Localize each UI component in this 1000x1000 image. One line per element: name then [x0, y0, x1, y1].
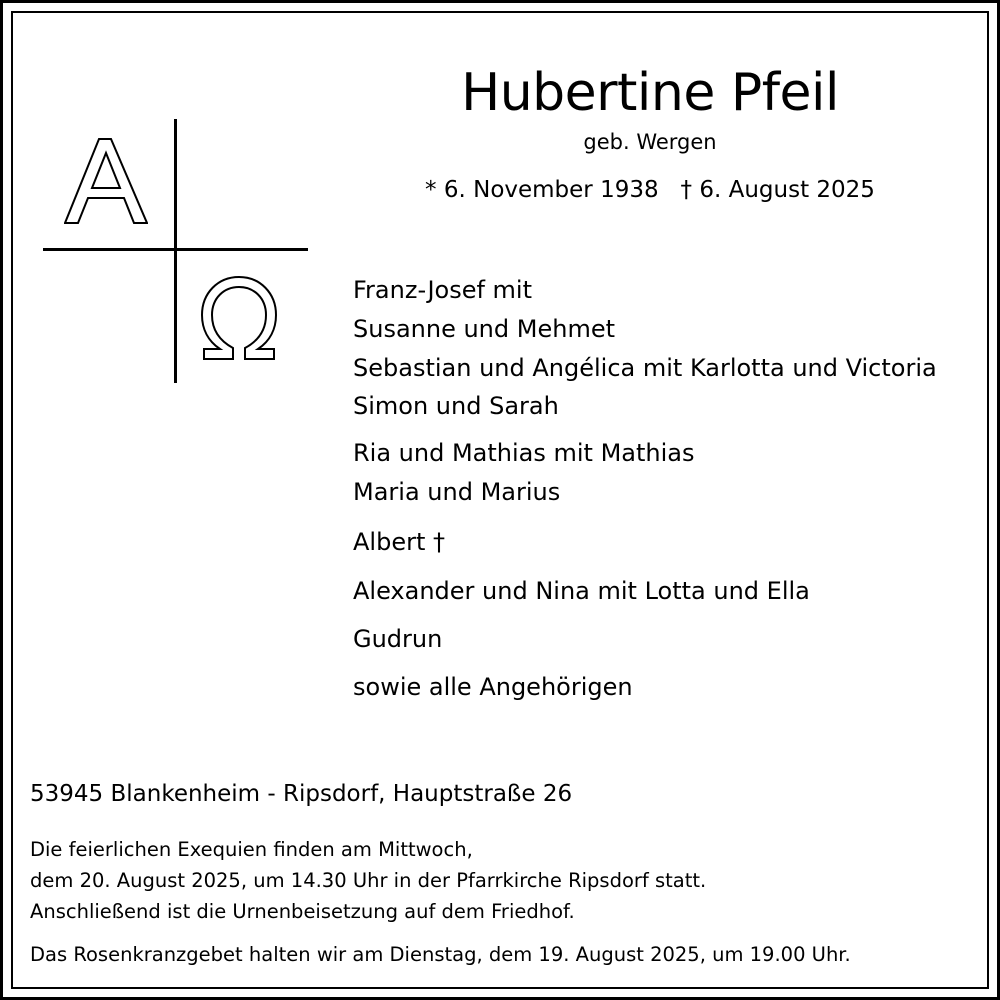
deceased-name: Hubertine Pfeil: [461, 63, 839, 123]
mourner-line: sowie alle Angehörigen: [353, 673, 633, 701]
service-line: Anschließend ist die Urnenbeisetzung auf dem Friedhof.: [30, 900, 575, 923]
mourner-line: Simon und Sarah: [353, 392, 559, 420]
omega-icon: [200, 275, 278, 361]
address: 53945 Blankenheim - Ripsdorf, Hauptstraße 26: [30, 781, 573, 807]
mourner-line: Alexander und Nina mit Lotta und Ella: [353, 577, 810, 605]
alpha-icon: [64, 138, 148, 224]
mourner-line: Gudrun: [353, 625, 443, 653]
mourner-line: Maria und Marius: [353, 478, 561, 506]
mourner-line: Susanne und Mehmet: [353, 315, 615, 343]
mourner-line: Sebastian und Angélica mit Karlotta und Victoria: [353, 354, 937, 382]
rosary-info: Das Rosenkranzgebet halten wir am Dienstag, dem 19. August 2025, um 19.00 Uhr.: [30, 943, 851, 966]
life-dates: * 6. November 1938 † 6. August 2025: [425, 177, 875, 203]
service-line: dem 20. August 2025, um 14.30 Uhr in der Pfarrkirche Ripsdorf statt.: [30, 869, 707, 892]
service-line: Die feierlichen Exequien finden am Mittwoch,: [30, 838, 473, 861]
mourner-line: Franz-Josef mit: [353, 276, 533, 304]
cross-horizontal-bar: [43, 248, 308, 251]
cross-vertical-bar: [174, 119, 177, 383]
mourner-line: Ria und Mathias mit Mathias: [353, 439, 695, 467]
maiden-name: geb. Wergen: [583, 130, 717, 154]
mourner-line: Albert †: [353, 528, 445, 556]
